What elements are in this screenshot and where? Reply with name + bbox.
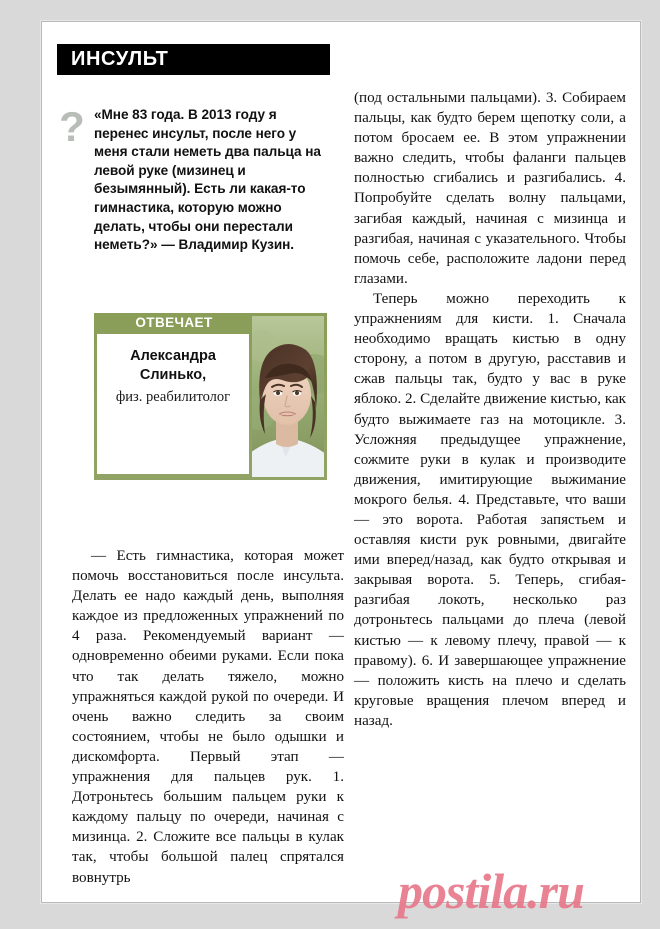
- paragraph: (под остальными пальцами). 3. Собираем пальцы, как будто берем щепотку соли, а потом бросаем ее. В этом упражнении важно следить, чтобы фаланги пальцев полностью сгибались и разгибались. 4. Попробуйте сделать волну пальцами, загибая каждый, начиная с мизинца и разгибая, начиная с указательного. Чтобы помочь себе, расположите ладони перед глазами.: [354, 90, 626, 287]
- article-page-sheet: [41, 21, 641, 903]
- paragraph: Теперь можно переходить к упражнениям для кисти. 1. Сначала необходимо вращать кистью в одну сторону, а потом в другую, расставив и сжав пальцы так, будто у вас в руке яблоко. 2. Сделайте движение кистью, как будто выжимаете газ на мотоцикле. 3. Усложняя предыдущее упражнение, сожмите руки в кулак и производите движения, имитирующие выжимание мокрого белья. 4. Представьте, что ваши — это ворота. Работая запястьем и оставляя кисти рук ровными, двигайте ими вперед/назад, как будто открывая и закрывая ворота. 5. Теперь, сгибая-разгибая локоть, несколько раз дотроньтесь пальцами до плеча (левой кистью — к левому плечу, правой — к правому). 6. И завершающее упражнение — положить кисть на плечо и сделать круговые вращения плечом вперед и назад.: [354, 290, 626, 729]
- section-title: ИНСУЛЬТ: [71, 48, 169, 70]
- answers-label: ОТВЕЧАЕТ: [135, 315, 213, 330]
- article-body-right: [354, 88, 626, 731]
- reader-question-text: «Мне 83 года. В 2013 году я перенес инсульт, после него у меня стали неметь два пальца на левой руке (мизинец и безымянный). Есть ли какая-то гимнастика, которую можно делать, чтобы они перестали неметь?» — Владимир Кузин.: [94, 107, 321, 253]
- answerer-name: Александра Слинько,: [130, 348, 216, 383]
- answerer-card: [94, 313, 327, 480]
- reader-question-block: [57, 88, 327, 278]
- watermark-postila: postila.ru: [398, 863, 584, 919]
- portrait-illustration: [252, 316, 324, 477]
- left-column: [57, 88, 344, 886]
- answerer-name-panel: [97, 334, 249, 474]
- paragraph: — Есть гимнастика, которая может помочь восстановиться после инсульта. Делать ее надо каждый день, выполняя каждое из предложенных упражнений по 4 раза. Рекомендуемый вариант — одновременно обеими руками. Если пока что так делать тяжело, можно упражняться каждой рукой по очереди. И очень важно следить за своим состоянием, чтобы не было одышки и дискомфорта. Первый этап — упражнения для пальцев рук. 1. Дотроньтесь большим пальцем руки к каждому пальцу по очереди, начиная с мизинца. 2. Сложите все пальцы в кулак так, чтобы большой палец спрятался вовнутрь: [72, 548, 344, 886]
- article-content-area: [42, 22, 640, 902]
- article-body-left: [72, 546, 344, 888]
- question-mark-icon: ?: [59, 103, 85, 150]
- answerer-portrait-photo: [252, 316, 324, 477]
- answerer-role: физ. реабилитолог: [115, 389, 231, 405]
- section-header-bar: [57, 44, 330, 75]
